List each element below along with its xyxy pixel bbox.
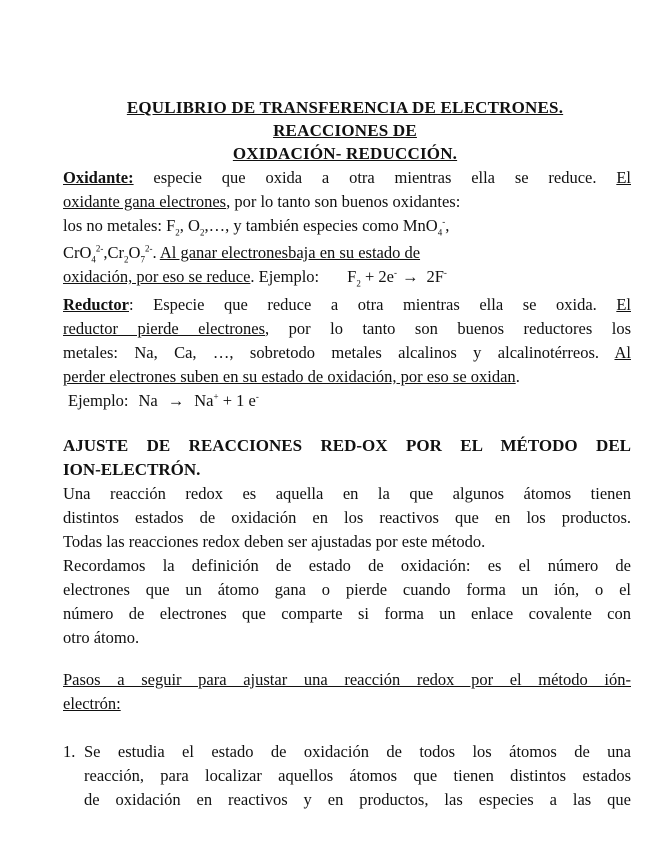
document-title [60, 96, 630, 165]
formula-text: O [128, 243, 141, 262]
ajuste-line: Una reacción redox es aquella en la que algunos átomos tienen [63, 484, 631, 503]
formula-text: CrO [63, 243, 92, 262]
oxidante-text: los no metales: F [63, 216, 176, 235]
pasos-line: Pasos a seguir para ajustar una reacción redox por el método ión- [63, 670, 631, 689]
example-label: Ejemplo: [68, 391, 129, 410]
oxidante-underlined: oxidación, por eso se reduce [63, 267, 251, 286]
oxidante-term: Oxidante: [63, 168, 134, 187]
oxidante-line-3 [63, 214, 631, 238]
superscript: 2- [95, 243, 104, 254]
equation-text: Na [138, 391, 158, 410]
oxidante-text: , por lo tanto son buenos oxidantes: [226, 192, 461, 211]
oxidante-text: especie que oxida a otra mientras ella se reduce. [133, 168, 617, 187]
equation-text: + 1 e [218, 391, 256, 410]
superscript: 2- [144, 243, 153, 254]
oxidante-underlined: baja en su estado de [288, 243, 421, 262]
heading-line-2: ION-ELECTRÓN. [63, 460, 201, 479]
oxidante-text: , [445, 216, 450, 235]
ajuste-line: número de electrones que comparte si forma un enlace covalente con [63, 604, 631, 623]
reductor-text: metales: Na, Ca, …, sobretodo metales alcalinos y alcalinotérreos. [63, 343, 615, 362]
reductor-underlined: reductor pierde electrones [63, 319, 266, 338]
oxidante-equation [347, 267, 447, 289]
reductor-term: Reductor [63, 295, 129, 314]
oxidante-paragraph [63, 166, 631, 289]
superscript: - [393, 267, 397, 278]
title-line-1: EQULIBRIO DE TRANSFERENCIA DE ELECTRONES. [126, 98, 564, 117]
superscript: - [443, 267, 447, 278]
heading-line-1: AJUSTE DE REACCIONES RED-OX POR EL MÉTODO DEL [63, 436, 631, 455]
reductor-line-2 [63, 317, 631, 341]
oxidante-text: . [152, 243, 160, 262]
reductor-example [63, 389, 631, 413]
reductor-text: : Especie que reduce a otra mientras ella se oxida. [128, 295, 617, 314]
step-list [63, 740, 631, 812]
equation-text: 2F [426, 267, 444, 286]
title-line-2: REACCIONES DE [273, 121, 417, 140]
list-number: 1. [63, 742, 76, 761]
subscript: 2 [124, 254, 129, 265]
reductor-underlined: Al [614, 343, 631, 362]
reductor-line-1 [63, 293, 631, 317]
superscript: - [255, 391, 259, 402]
oxidante-text: . Ejemplo: [250, 267, 320, 286]
oxidante-underlined: oxidante gana electrones [63, 192, 227, 211]
reductor-text: . [515, 367, 520, 386]
subscript: 4 [437, 227, 443, 238]
step-1-line-3: de oxidación en reactivos y en productos, las especies a las que [84, 790, 631, 809]
reductor-paragraph [63, 293, 631, 413]
oxidante-text: , O [179, 216, 200, 235]
arrow: → [167, 391, 185, 410]
ajuste-paragraph [63, 482, 631, 650]
ajuste-line: otro átomo. [63, 628, 140, 647]
oxidante-text: ,…, y también especies como MnO [204, 216, 438, 235]
formula-text: ,Cr [103, 243, 125, 262]
title-line-3: OXIDACIÓN- REDUCCIÓN. [232, 144, 458, 163]
ajuste-line: electrones que un átomo gana o pierde cuando forma un ión, o el [63, 580, 631, 599]
oxidante-underlined: El [616, 168, 631, 187]
reductor-underlined: perder electrones suben en su estado de oxidación, por eso se oxidan [63, 367, 516, 386]
superscript: + [213, 391, 219, 402]
superscript: - [442, 216, 446, 227]
arrow: → [401, 267, 419, 286]
ajuste-line: Recordamos la definición de estado de oxidación: es el número de [63, 556, 631, 575]
subscript: 2 [175, 227, 180, 238]
equation-text: + 2e [360, 267, 394, 286]
subscript: 2 [356, 278, 361, 289]
pasos-line: electrón: [63, 694, 121, 713]
oxidante-line-1 [63, 166, 631, 190]
reductor-text: , por lo tanto son buenos reductores los [265, 319, 631, 338]
oxidante-line-5 [63, 265, 631, 289]
subscript: 4 [91, 254, 96, 265]
oxidante-line-2 [63, 190, 631, 214]
oxidante-underlined: Al ganar electrones [159, 243, 289, 262]
equation-text: Na [194, 391, 214, 410]
section-heading-ajuste [63, 434, 631, 482]
pasos-heading [63, 668, 631, 716]
ajuste-line: Todas las reacciones redox deben ser ajustadas por este método. [63, 532, 486, 551]
subscript: 7 [140, 254, 145, 265]
ajuste-line: distintos estados de oxidación en los reactivos que en los productos. [63, 508, 631, 527]
step-1-line-2: reacción, para localizar aquellos átomos que tienen distintos estados [84, 766, 631, 785]
reductor-underlined: El [616, 295, 631, 314]
step-text: Se estudia el estado de oxidación de todos los átomos de una [84, 742, 631, 761]
oxidante-line-4 [63, 241, 631, 265]
equation-text: F [347, 267, 357, 286]
reductor-line-3 [63, 341, 631, 365]
reductor-line-4 [63, 365, 631, 389]
step-1-line-1 [63, 740, 631, 764]
subscript: 2 [199, 227, 205, 238]
